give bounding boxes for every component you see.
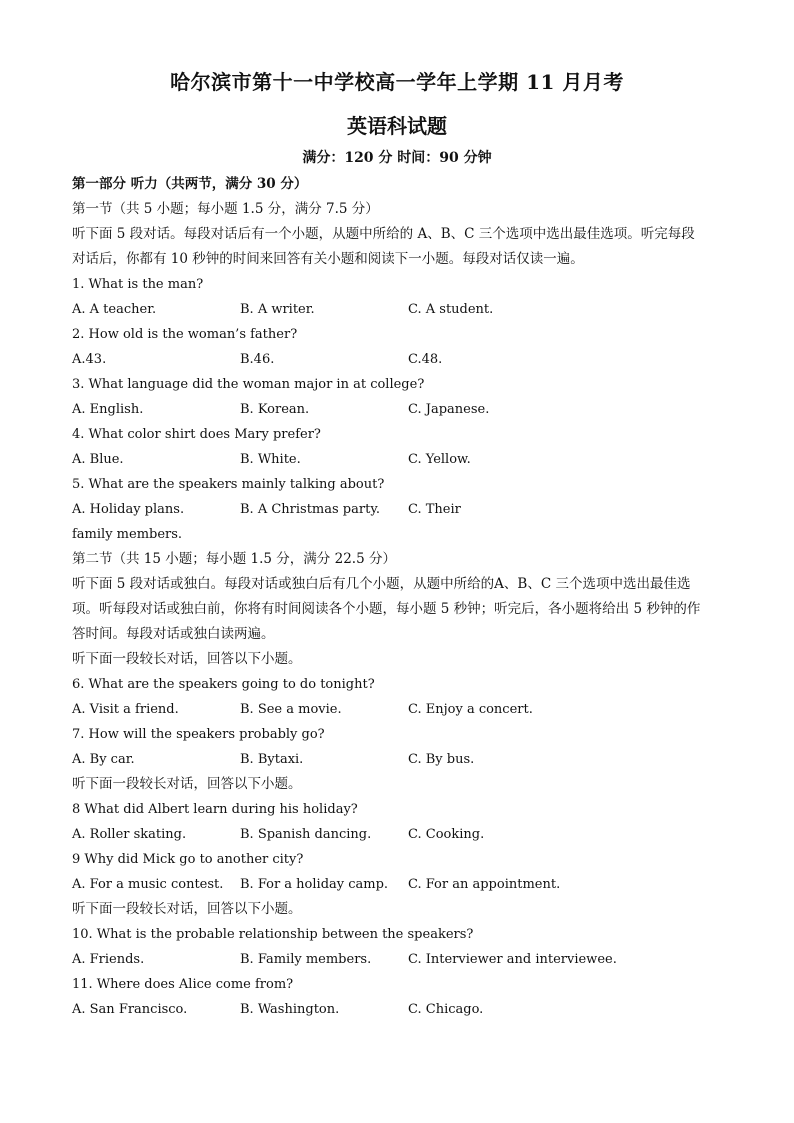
- option-c: C. A student.: [408, 302, 494, 317]
- option-a: A. A teacher.: [72, 302, 157, 317]
- option-b: B. For a holiday camp.: [240, 877, 389, 892]
- option-a: A. By car.: [72, 752, 135, 767]
- option-a: A. Blue.: [72, 452, 124, 467]
- option-a: A. Holiday plans.: [72, 502, 185, 517]
- section1-heading: 第一节（共 5 小题；每小题 1.5 分，满分 7.5 分）: [72, 201, 379, 217]
- question-stem: 6. What are the speakers going to do tonight?: [72, 677, 375, 692]
- question-options: [72, 872, 722, 897]
- question-stem: 2. How old is the woman’s father?: [72, 327, 298, 342]
- section1-instructions: 对话后，你都有 10 秒钟的时间来回答有关小题和阅读下一小题。每段对话仅读一遍。: [72, 251, 584, 267]
- option-a: A. Friends.: [72, 952, 145, 967]
- option-b: B. A Christmas party.: [240, 502, 381, 517]
- option-c: C. Enjoy a concert.: [408, 702, 533, 717]
- option-a: A. San Francisco.: [72, 1002, 188, 1017]
- exam-subject: 英语科试题: [347, 114, 447, 138]
- option-a: A. Roller skating.: [72, 827, 187, 842]
- section2-instructions: 听下面 5 段对话或独白。每段对话或独白后有几个小题，从题中所给的A、B、C 三个选项中选出最佳选: [72, 576, 691, 592]
- option-b: B. A writer.: [240, 302, 315, 317]
- question-stem: 5. What are the speakers mainly talking about?: [72, 477, 385, 492]
- question-stem: 3. What language did the woman major in at college?: [72, 377, 425, 392]
- question-options: [72, 347, 722, 372]
- option-b: B. Family members.: [240, 952, 372, 967]
- question-options: [72, 822, 722, 847]
- option-c: C. Chicago.: [408, 1002, 484, 1017]
- score-time-line: 满分：120 分 时间：90 分钟: [302, 150, 492, 166]
- option-c: C. For an appointment.: [408, 877, 561, 892]
- section2-heading: 第二节（共 15 小题；每小题 1.5 分，满分 22.5 分）: [72, 551, 396, 567]
- option-c-continued: family members.: [72, 527, 183, 542]
- question-options: [72, 497, 722, 522]
- section2-instructions: 答时间。每段对话或独白读两遍。: [72, 626, 275, 642]
- question-stem: 8 What did Albert learn during his holiday?: [72, 802, 358, 817]
- question-stem: 1. What is the man?: [72, 277, 204, 292]
- question-stem: 9 Why did Mick go to another city?: [72, 852, 304, 867]
- option-c: C.48.: [408, 352, 443, 367]
- option-c: C. Yellow.: [408, 452, 471, 467]
- question-options: [72, 297, 722, 322]
- option-a: A.43.: [72, 352, 107, 367]
- option-c: C. Interviewer and interviewee.: [408, 952, 617, 967]
- question-stem: 4. What color shirt does Mary prefer?: [72, 427, 321, 442]
- question-stem: 11. Where does Alice come from?: [72, 977, 294, 992]
- option-a: A. Visit a friend.: [72, 702, 179, 717]
- exam-body: [72, 172, 722, 1022]
- question-stem: 7. How will the speakers probably go?: [72, 727, 325, 742]
- option-c: C. By bus.: [408, 752, 475, 767]
- listen-note: 听下面一段较长对话，回答以下小题。: [72, 776, 302, 792]
- question-options: [72, 697, 722, 722]
- listen-note: 听下面一段较长对话，回答以下小题。: [72, 901, 302, 917]
- part1-heading: 第一部分 听力（共两节，满分 30 分）: [72, 176, 308, 192]
- option-b: B. Washington.: [240, 1002, 340, 1017]
- section1-instructions: 听下面 5 段对话。每段对话后有一个小题，从题中所给的 A、B、C 三个选项中选出最佳选项。听完每段: [72, 226, 695, 242]
- question-options: [72, 997, 722, 1022]
- question-options: [72, 747, 722, 772]
- option-a: A. English.: [72, 402, 144, 417]
- option-b: B. White.: [240, 452, 301, 467]
- option-b: B.46.: [240, 352, 275, 367]
- option-c: C. Cooking.: [408, 827, 485, 842]
- question-options: [72, 397, 722, 422]
- question-stem: 10. What is the probable relationship between the speakers?: [72, 927, 474, 942]
- option-c: C. Japanese.: [408, 402, 490, 417]
- listen-note: 听下面一段较长对话，回答以下小题。: [72, 651, 302, 667]
- question-options: [72, 947, 722, 972]
- question-options: [72, 447, 722, 472]
- option-a: A. For a music contest.: [72, 877, 224, 892]
- option-b: B. See a movie.: [240, 702, 342, 717]
- exam-title: 哈尔滨市第十一中学校高一学年上学期 11 月月考: [170, 70, 624, 94]
- option-b: B. Bytaxi.: [240, 752, 304, 767]
- option-c: C. Their: [408, 502, 461, 517]
- option-b: B. Korean.: [240, 402, 310, 417]
- option-b: B. Spanish dancing.: [240, 827, 372, 842]
- section2-instructions: 项。听每段对话或独白前，你将有时间阅读各个小题，每小题 5 秒钟；听完后，各小题将给出 5 秒钟的作: [72, 601, 701, 617]
